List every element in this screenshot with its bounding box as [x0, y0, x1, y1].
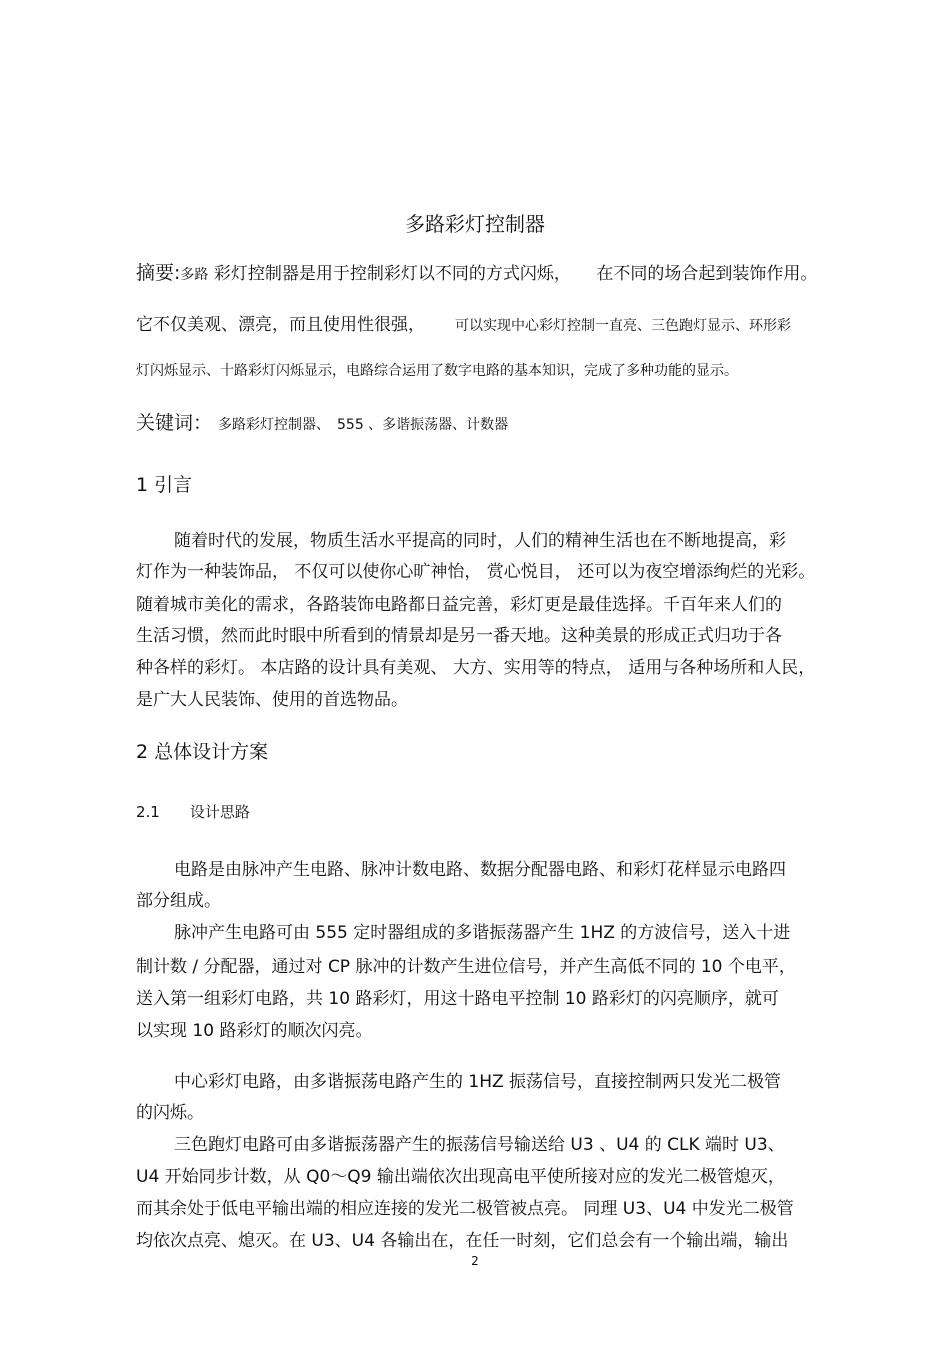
page-number: 2: [471, 1254, 479, 1268]
keywords-line: [136, 408, 508, 435]
para-4-line: 三色跑灯电路可由多谐振荡器产生的振荡信号输送给 U3 、U4 的 CLK 端时 U3、: [174, 1135, 785, 1155]
para-4-line: U4 开始同步计数，从 Q0～Q9 输出端依次出现高电平使所接对应的发光二极管熄灭，: [136, 1167, 785, 1187]
section-1-line: 灯作为一种装饰品， 不仅可以使你心旷神怡， 赏心悦目， 还可以为夜空增添绚烂的光彩。: [136, 562, 816, 582]
abstract-text-2b: 可以实现中心彩灯控制一直亮、三色跑灯显示、环形彩: [455, 318, 791, 334]
abstract-text-1: 彩灯控制器是用于控制彩灯以不同的方式闪烁， 在不同的场合起到装饰作用。: [208, 264, 818, 284]
para-1-line: 电路是由脉冲产生电路、脉冲计数电路、数据分配器电路、和彩灯花样显示电路四: [174, 860, 786, 880]
section-2-heading: 2 总体设计方案: [136, 741, 269, 763]
abstract-line-2: [136, 310, 791, 335]
keywords-label: 关键词：: [136, 412, 213, 434]
document-title: 多路彩灯控制器: [405, 212, 545, 236]
abstract-line-1: [136, 258, 817, 285]
para-1-line: 部分组成。: [136, 891, 221, 911]
section-1-line: 随着城市美化的需求，各路装饰电路都日益完善，彩灯更是最佳选择。千百年来人们的: [136, 595, 782, 615]
para-2-line: 以实现 10 路彩灯的顺次闪亮。: [136, 1021, 373, 1041]
section-1-line: 随着时代的发展，物质生活水平提高的同时，人们的精神生活也在不断地提高，彩: [174, 531, 786, 551]
abstract-lead: 多路: [180, 267, 209, 283]
para-4-line: 而其余处于低电平输出端的相应连接的发光二极管被点亮。 同理 U3、U4 中发光二极管: [136, 1199, 794, 1219]
abstract-label: 摘要: [136, 262, 175, 284]
abstract-text-2a: 它不仅美观、漂亮，而且使用性很强，: [136, 315, 425, 335]
keywords-text: 多路彩灯控制器、 555 、多谐振荡器、计数器: [218, 417, 509, 433]
para-2-line: 送入第一组彩灯电路，共 10 路彩灯，用这十路电平控制 10 路彩灯的闪亮顺序，就可: [136, 989, 779, 1009]
para-3-line: 中心彩灯电路，由多谐振荡电路产生的 1HZ 振荡信号，直接控制两只发光二极管: [174, 1072, 782, 1092]
section-1-line: 种各样的彩灯。 本店路的设计具有美观、 大方、实用等的特点， 适用与各种场所和人民，: [136, 658, 816, 678]
para-2-line: 脉冲产生电路可由 555 定时器组成的多谐振荡器产生 1HZ 的方波信号，送入十进: [174, 923, 791, 943]
para-4-line: 均依次点亮、熄灭。在 U3、U4 各输出在，在任一时刻，它们总会有一个输出端，输出: [136, 1231, 789, 1251]
section-2-1-heading: 2.1 设计思路: [136, 803, 250, 821]
para-3-line: 的闪烁。: [136, 1103, 204, 1123]
section-1-line: 是广大人民装饰、使用的首选物品。: [136, 690, 408, 710]
section-1-heading: 1 引言: [136, 474, 193, 496]
para-2-line: 制计数 / 分配器，通过对 CP 脉冲的计数产生进位信号，并产生高低不同的 10 个电平，: [136, 957, 796, 977]
abstract-colon: :: [174, 262, 181, 284]
abstract-text-3: 灯闪烁显示、十路彩灯闪烁显示，电路综合运用了数字电路的基本知识，完成了多种功能的显示。: [136, 363, 738, 379]
section-1-line: 生活习惯，然而此时眼中所看到的情景却是另一番天地。这种美景的形成正式归功于各: [136, 626, 782, 646]
